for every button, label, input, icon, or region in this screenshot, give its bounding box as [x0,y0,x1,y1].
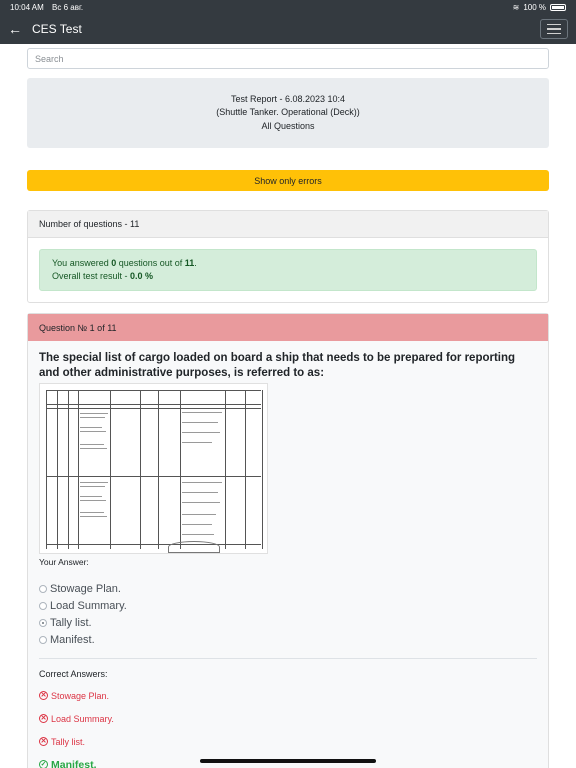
answered-mid: questions out of [116,258,185,268]
doc-text [80,448,107,449]
battery-icon [550,4,566,11]
doc-text [80,417,105,418]
doc-text [80,486,105,487]
radio-button[interactable] [39,602,47,610]
divider [39,658,537,659]
doc-line [140,390,141,549]
doc-line [262,390,263,549]
answered-suffix: . [194,258,197,268]
status-bar [0,0,576,14]
menu-icon-line [547,33,561,35]
status-left [10,3,89,12]
correct-answer-item [39,712,537,725]
menu-toggle-button[interactable] [540,19,568,39]
doc-text [80,496,102,497]
home-indicator[interactable] [200,759,376,763]
status-date: Вс 6 авг. [52,2,84,12]
wifi-icon: ≋ [512,2,520,12]
summary-card [27,210,549,303]
summary-body [28,238,548,302]
doc-text [80,482,108,483]
option-label: Manifest. [50,633,95,646]
doc-line [180,390,181,549]
answer-option[interactable] [39,614,537,631]
result-value: 0.0 % [130,271,154,281]
doc-text [182,422,218,423]
doc-text [182,482,222,483]
navbar [0,14,576,44]
answer-text: Stowage Plan. [51,690,110,701]
result-prefix: Overall test result - [52,271,131,281]
answer-text: Tally list. [51,736,86,747]
doc-text [182,412,222,413]
doc-text [182,432,220,433]
check-circle-icon: ✓ [40,761,47,768]
total-count: 11 [184,258,195,268]
doc-line [225,390,226,549]
doc-line [158,390,159,549]
question-image [39,383,268,554]
report-title: Test Report - 6.08.2023 10:4 [230,93,346,104]
correct-answer-item [39,689,537,702]
radio-button[interactable] [39,636,47,644]
answered-line [52,257,524,270]
main-content [0,44,576,768]
doc-text [182,442,212,443]
radio-button[interactable] [39,585,47,593]
doc-line [46,390,47,549]
x-circle-icon: ✕ [40,715,47,722]
battery-level: 100 % [523,2,546,12]
doc-stamp [168,541,220,553]
status-time: 10:04 AM [10,2,44,12]
doc-text [80,431,106,432]
question-body [28,341,548,768]
doc-line [245,390,246,549]
report-summary-box [27,78,549,148]
doc-line [110,390,111,549]
doc-line [57,390,58,549]
option-label: Load Summary. [50,599,127,612]
show-only-errors-button[interactable]: Show only errors [27,170,549,191]
x-circle-icon: ✕ [40,738,47,745]
back-arrow-icon[interactable]: ← [8,21,22,37]
answer-option[interactable] [39,597,537,614]
your-answer-label: Your Answer: [39,557,89,567]
option-label: Tally list. [50,616,92,629]
menu-icon [547,24,561,26]
doc-text [80,427,102,428]
report-scope: All Questions [261,120,315,131]
doc-text [80,444,104,445]
option-label: Stowage Plan. [50,582,121,595]
doc-text [80,500,106,501]
question-card [27,313,549,768]
question-count-header: Number of questions - 11 [28,211,548,238]
question-text: The special list of cargo loaded on board a ship that needs to be prepared for reporting and other administrative purposes, is referred to as: [39,352,516,379]
doc-line [68,390,69,549]
report-test-name: (Shuttle Tanker. Operational (Deck)) [216,107,360,118]
question-header: Question № 1 of 11 [28,314,548,341]
result-alert [39,249,537,291]
correct-answers-label: Correct Answers: [39,669,108,679]
doc-line [78,390,79,549]
doc-text [80,516,107,517]
answer-options [39,580,537,648]
status-right [513,3,566,12]
answer-text: Load Summary. [51,713,114,724]
correct-answer-item [39,735,537,748]
doc-text [182,502,220,503]
menu-icon-line [547,28,561,30]
x-circle-icon: ✕ [40,692,47,699]
answer-option[interactable] [39,580,537,597]
page-title: CES Test [32,22,82,36]
result-line [52,270,524,283]
radio-button-selected[interactable] [39,619,47,627]
doc-text [182,524,212,525]
doc-text [80,512,104,513]
answer-option[interactable] [39,631,537,648]
search-input[interactable] [27,48,549,69]
doc-text [182,534,214,535]
answered-prefix: You answered [52,258,112,268]
answer-text: Manifest. [51,758,97,768]
doc-text [182,492,218,493]
answered-count: 0 [111,258,117,268]
doc-text [182,514,216,515]
doc-text [80,413,108,414]
